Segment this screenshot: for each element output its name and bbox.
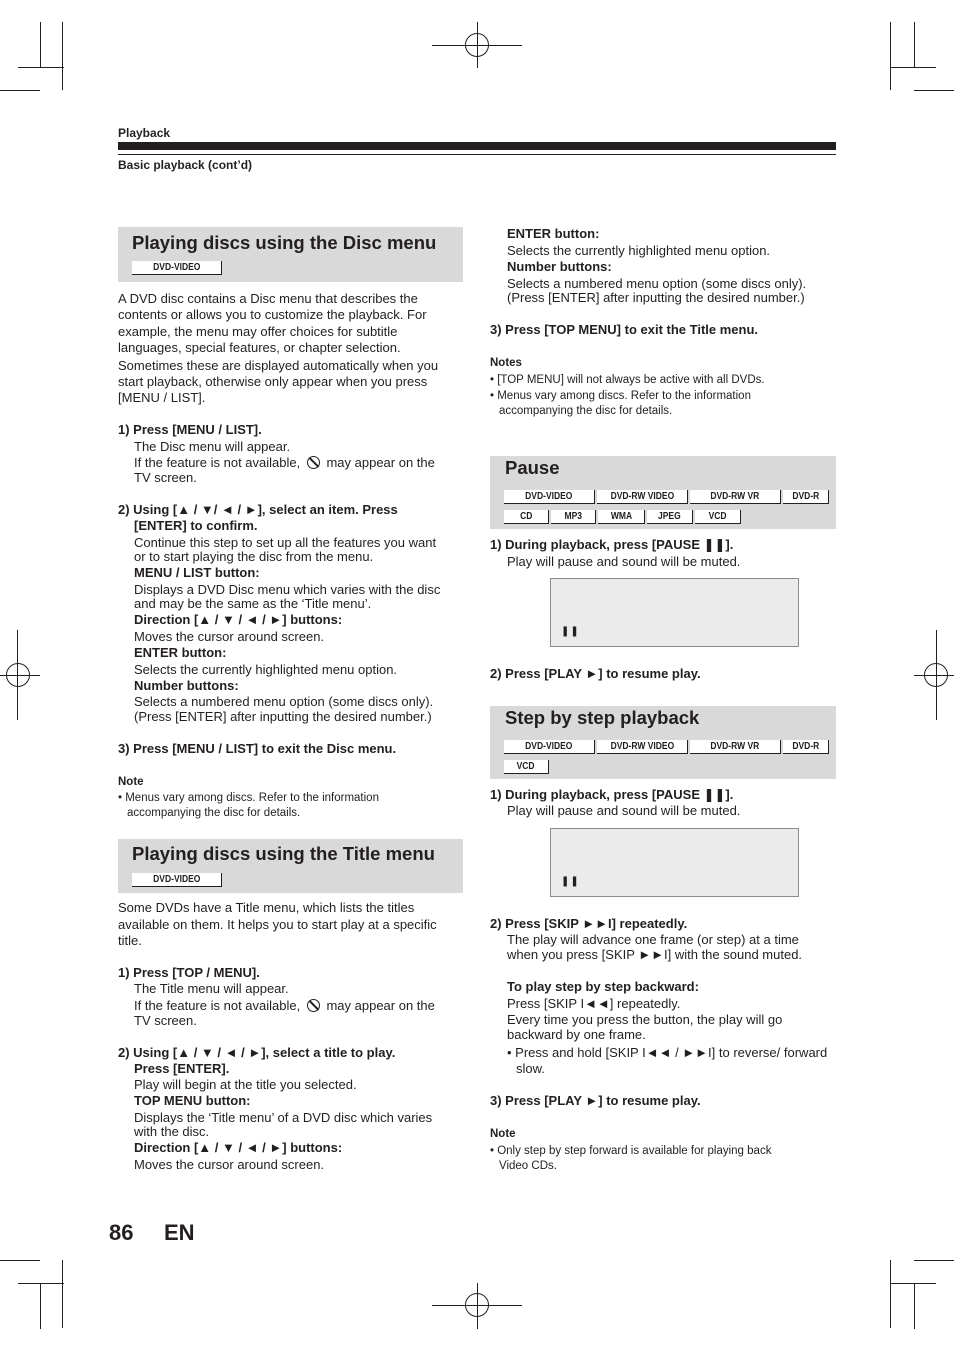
step-tv-screen [550, 828, 799, 897]
title-number-buttons-desc2: (Press [ENTER] after inputting the desired number.) [507, 290, 805, 305]
step-backward-body2: Every time you press the button, the play will go [507, 1012, 783, 1027]
pause-badge-dvd-rw-video: DVD-RW VIDEO [597, 490, 688, 504]
step-step2-body2: when you press [SKIP ►►I] with the sound muted. [507, 947, 803, 962]
number-buttons-label: Number buttons: [134, 678, 239, 693]
title-enter-button-label: ENTER button: [507, 226, 600, 241]
title-menu-step2-body: Play will begin at the title you selected. [134, 1077, 357, 1092]
title-menu-title: Playing discs using the Title menu [132, 843, 435, 864]
disc-menu-step1: 1) Press [MENU / LIST]. [118, 422, 262, 437]
disc-menu-step1-line2: If the feature is not available, may appear on the [134, 455, 435, 470]
disc-menu-note-line1: • Menus vary among discs. Refer to the information [118, 792, 379, 804]
step-bullet-line2: slow. [516, 1061, 545, 1076]
disc-menu-step2-body2: or to start playing the disc from the menu. [134, 549, 374, 564]
pause-tv-screen [550, 578, 799, 647]
pause-step1: 1) During playback, press [PAUSE ❚❚]. [490, 537, 734, 552]
pause-badge-wma: WMA [598, 510, 645, 524]
pause-step1-body: Play will pause and sound will be muted. [507, 554, 741, 569]
prohibited-icon [307, 456, 320, 469]
step-backward-body1: Press [SKIP I◄◄] repeatedly. [507, 996, 681, 1011]
menu-list-button-label: MENU / LIST button: [134, 565, 260, 580]
disc-menu-title: Playing discs using the Disc menu [132, 232, 437, 253]
page-language: EN [164, 1220, 195, 1245]
step-step1-body: Play will pause and sound will be muted. [507, 803, 741, 818]
disc-menu-note-line2: accompanying the disc for details. [127, 807, 301, 819]
title-menu-step1: 1) Press [TOP / MENU]. [118, 965, 260, 980]
pause-step2: 2) Press [PLAY ►] to resume play. [490, 666, 701, 681]
step-bullet-line1: • Press and hold [SKIP I◄◄ / ►►I] to reverse/ forward [507, 1045, 828, 1060]
pause-badge-dvd-r: DVD-R [783, 490, 829, 504]
step-badge-dvd-r: DVD-R [783, 740, 829, 754]
disc-menu-step1-line3: TV screen. [134, 470, 197, 485]
disc-menu-badge: DVD-VIDEO [132, 261, 222, 275]
disc-menu-step2-line2: [ENTER] to confirm. [134, 518, 258, 533]
title-enter-button-desc: Selects the currently highlighted menu option. [507, 243, 771, 258]
pause-badge-dvd-video: DVD-VIDEO [504, 490, 595, 504]
pause-title: Pause [505, 457, 560, 478]
step-step3: 3) Press [PLAY ►] to resume play. [490, 1093, 701, 1108]
step-badge-dvd-video: DVD-VIDEO [504, 740, 595, 754]
title-menu-step2-line1: 2) Using [▲ / ▼ / ◄ / ►], select a title to play. [118, 1045, 396, 1060]
disc-menu-step2-body1: Continue this step to set up all the features you want [134, 535, 437, 550]
step-note-line1: • Only step by step forward is available for playing back [490, 1145, 772, 1157]
title-menu-note2: • Menus vary among discs. Refer to the information [490, 390, 751, 402]
title-number-buttons-label: Number buttons: [507, 259, 612, 274]
step-note-line2: Video CDs. [499, 1160, 557, 1172]
step-backward-body3: backward by one frame. [507, 1027, 646, 1042]
header-section: Playback [118, 126, 171, 140]
title-menu-step1-line3: TV screen. [134, 1013, 197, 1028]
step-backward-label: To play step by step backward: [507, 979, 699, 994]
pause-icon: ❚❚ [561, 626, 580, 637]
title-menu-notes-label: Notes [490, 357, 522, 369]
step-note-label: Note [490, 1128, 516, 1140]
title-direction-buttons-label: Direction [▲ / ▼ / ◄ / ►] buttons: [134, 1140, 343, 1155]
header-rule-thick [118, 142, 836, 150]
step-step2: 2) Press [SKIP ►►I] repeatedly. [490, 916, 688, 931]
direction-buttons-desc: Moves the cursor around screen. [134, 629, 325, 644]
enter-button-desc: Selects the currently highlighted menu option. [134, 662, 398, 677]
title-menu-note3: accompanying the disc for details. [499, 405, 673, 417]
disc-menu-note-label: Note [118, 776, 144, 788]
title-menu-note1: • [TOP MENU] will not always be active with all DVDs. [490, 374, 765, 386]
prohibited-icon [307, 999, 320, 1012]
title-menu-badge: DVD-VIDEO [132, 873, 222, 887]
title-menu-step2-line2: Press [ENTER]. [134, 1061, 230, 1076]
pause-badge-jpeg: JPEG [647, 510, 693, 524]
direction-buttons-label: Direction [▲ / ▼ / ◄ / ►] buttons: [134, 612, 343, 627]
pause-badge-mp3: MP3 [551, 510, 596, 524]
pause-icon: ❚❚ [561, 876, 580, 887]
menu-list-button-desc2: and may be the same as the ‘Title menu’. [134, 596, 372, 611]
step-step1: 1) During playback, press [PAUSE ❚❚]. [490, 787, 734, 802]
header-subsection: Basic playback (cont’d) [118, 158, 253, 172]
pause-badge-dvd-rw-vr: DVD-RW VR [690, 490, 781, 504]
title-direction-buttons-desc: Moves the cursor around screen. [134, 1157, 325, 1172]
disc-menu-step1-line1: The Disc menu will appear. [134, 439, 291, 454]
disc-menu-step3: 3) Press [MENU / LIST] to exit the Disc menu. [118, 741, 397, 756]
number-buttons-desc2: (Press [ENTER] after inputting the desired number.) [134, 709, 432, 724]
step-badge-dvd-rw-vr: DVD-RW VR [690, 740, 781, 754]
disc-menu-step2-line1: 2) Using [▲ / ▼/ ◄ / ►], select an item. Press [118, 502, 398, 517]
step-badge-vcd: VCD [504, 760, 549, 774]
top-menu-button-label: TOP MENU button: [134, 1093, 251, 1108]
step-title: Step by step playback [505, 707, 700, 728]
number-buttons-desc1: Selects a numbered menu option (some discs only). [134, 694, 434, 709]
top-menu-button-desc1: Displays the ‘Title menu’ of a DVD disc which varies [134, 1110, 433, 1125]
pause-badge-cd: CD [504, 510, 549, 524]
pause-badge-vcd: VCD [695, 510, 741, 524]
title-menu-step1-line2: If the feature is not available, may appear on the [134, 998, 435, 1013]
step-badge-dvd-rw-video: DVD-RW VIDEO [597, 740, 688, 754]
top-menu-button-desc2: with the disc. [134, 1124, 210, 1139]
title-menu-step1-line1: The Title menu will appear. [134, 981, 289, 996]
menu-list-button-desc1: Displays a DVD Disc menu which varies with the disc [134, 582, 441, 597]
title-menu-step3: 3) Press [TOP MENU] to exit the Title menu. [490, 322, 759, 337]
title-number-buttons-desc1: Selects a numbered menu option (some discs only). [507, 276, 807, 291]
step-step2-body1: The play will advance one frame (or step) at a time [507, 932, 799, 947]
header-rule-thin [118, 154, 836, 155]
page-number: 86 [109, 1220, 134, 1245]
enter-button-label: ENTER button: [134, 645, 227, 660]
